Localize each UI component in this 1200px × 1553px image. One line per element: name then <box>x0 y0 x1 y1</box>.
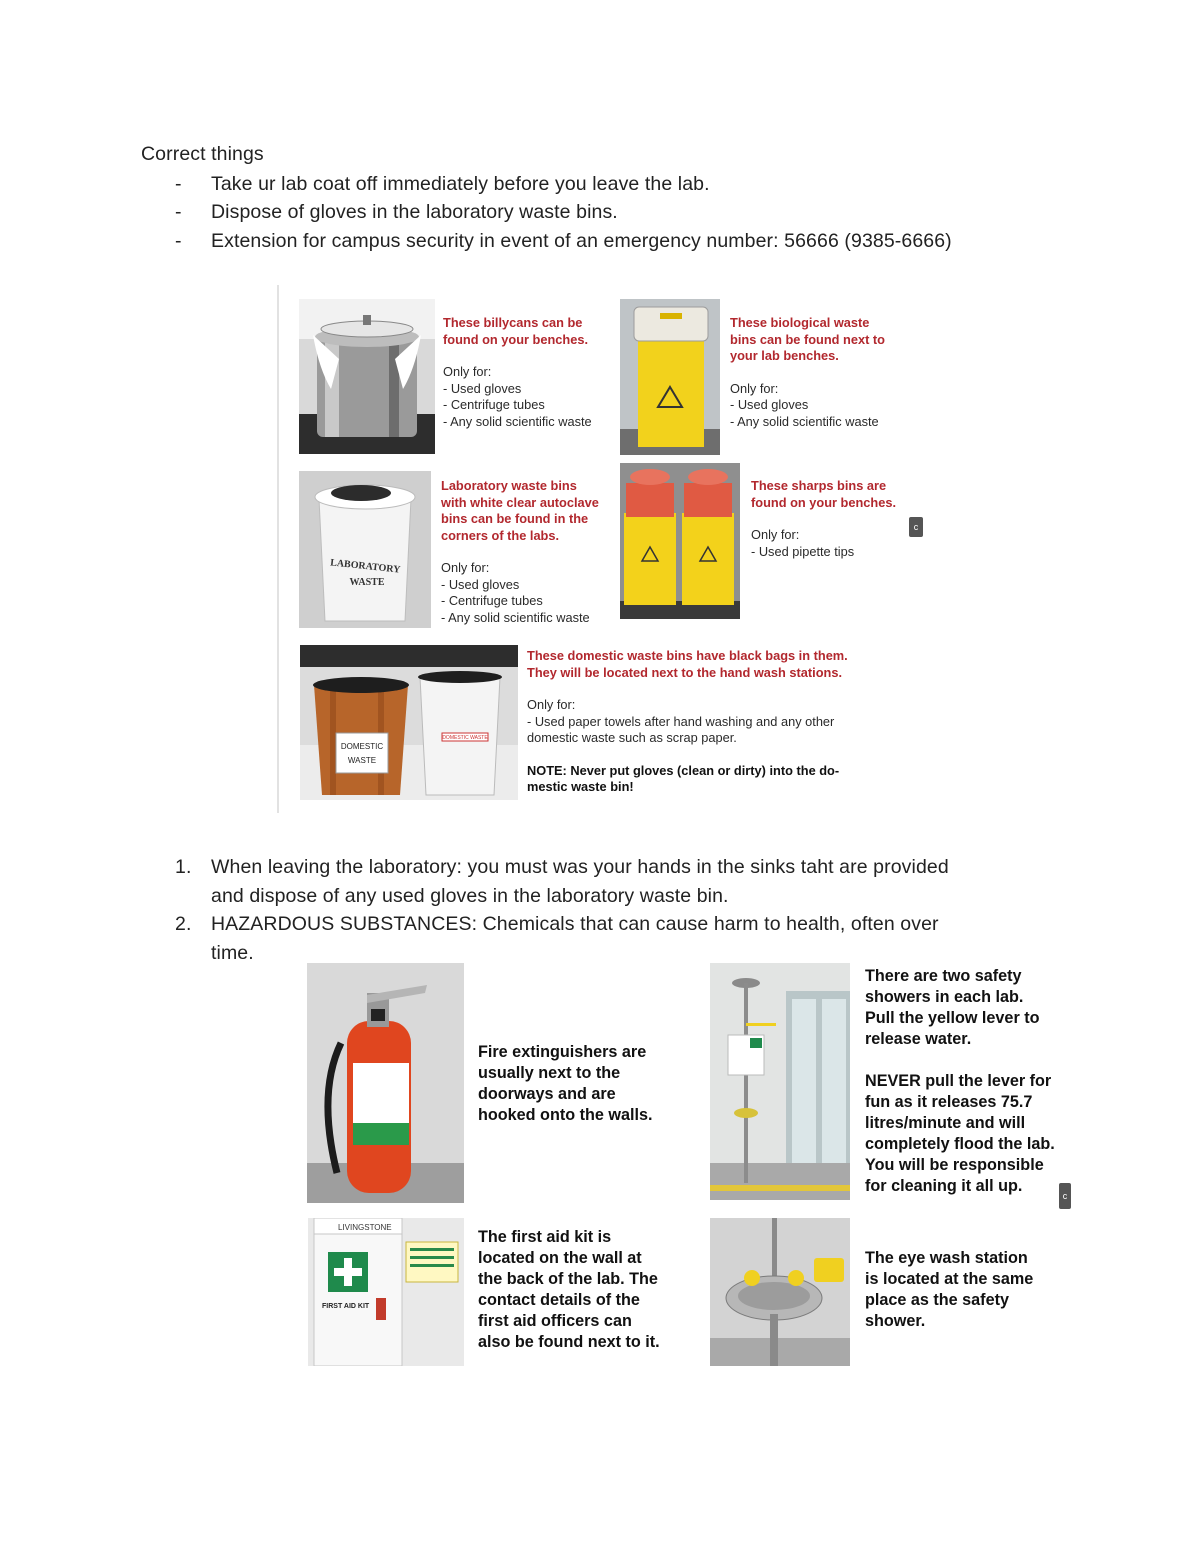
allowed-item: - Used gloves <box>730 397 809 412</box>
biological-heading: These biological waste <box>730 315 870 330</box>
side-tab-button[interactable]: c <box>1059 1183 1071 1209</box>
caption-line: litres/minute and will <box>865 1114 1026 1132</box>
allowed-item: - Any solid scientific waste <box>441 609 590 625</box>
allowed-item: - Any solid scientific waste <box>730 413 879 429</box>
allowed-item: - Used gloves <box>443 380 522 396</box>
bin-label: DOMESTIC <box>340 742 384 751</box>
caption-line: place as the safety <box>865 1291 1009 1309</box>
bin-label: DOMESTIC WASTE <box>442 735 488 741</box>
bin-label: WASTE <box>349 577 385 588</box>
allowed-item: - Used pipette tips <box>751 543 855 559</box>
biological-heading: bins can be found next to <box>730 331 885 347</box>
domestic-bins-photo <box>300 645 518 800</box>
caption-line: also be found next to it. <box>478 1333 660 1351</box>
allowed-item: domestic waste such as scrap paper. <box>527 730 737 745</box>
bin-label: LABORATORY <box>329 557 401 576</box>
caption-line: is located at the same <box>865 1270 1034 1288</box>
only-for-label: Only for: <box>751 527 800 542</box>
bullet-marker: - <box>175 173 182 195</box>
allowed-item: - Used gloves <box>441 576 520 592</box>
domestic-caption <box>527 648 848 796</box>
bullet-marker: - <box>175 201 182 223</box>
first-aid-label: FIRST AID KIT <box>322 1303 370 1310</box>
caption-line: Pull the yellow lever to <box>865 1009 1040 1027</box>
biological-caption <box>730 315 885 430</box>
safety-shower-photo <box>710 963 850 1200</box>
domestic-heading: These domestic waste bins have black bags in them. <box>527 648 848 663</box>
billycan-heading: found on your benches. <box>443 331 589 347</box>
fire-extinguisher-photo <box>307 963 464 1203</box>
sharps-heading: These sharps bins are <box>751 478 887 493</box>
biological-heading: your lab benches. <box>730 348 839 363</box>
only-for-label: Only for: <box>730 380 779 396</box>
allowed-item: - Centrifuge tubes <box>441 593 543 608</box>
note-label: NOTE: <box>527 762 567 778</box>
billycan-caption <box>443 315 592 430</box>
caption-line: fun as it releases 75.7 <box>865 1093 1033 1111</box>
caption-line: first aid officers can <box>478 1312 632 1330</box>
lab-waste-heading: with white clear autoclave <box>441 494 599 510</box>
sharps-heading: found on your benches. <box>751 494 897 510</box>
sharps-bins-photo <box>620 463 740 619</box>
billycan-photo <box>299 299 435 454</box>
fire-extinguisher-caption <box>478 1042 652 1126</box>
first-aid-kit-photo <box>308 1218 464 1366</box>
allowed-item: - Centrifuge tubes <box>443 397 545 412</box>
domestic-note <box>527 763 848 780</box>
first-aid-caption <box>478 1227 660 1353</box>
laboratory-waste-bin-photo <box>299 471 431 628</box>
biological-bin-photo <box>620 299 720 455</box>
domestic-note: mestic waste bin! <box>527 779 634 794</box>
bullet-item: Dispose of gloves in the laboratory waste bins. <box>211 201 618 223</box>
eye-wash-caption <box>865 1248 1033 1332</box>
caption-line: The first aid kit is <box>478 1228 612 1246</box>
sharps-caption <box>751 478 896 560</box>
only-for-label: Only for: <box>527 697 576 712</box>
bullet-item: Take ur lab coat off immediately before you leave the lab. <box>211 173 710 195</box>
notes-heading: Correct things <box>141 143 264 165</box>
bullet-item: Extension for campus security in event of an emergency number: 56666 (9385-6666) <box>211 230 952 252</box>
safety-shower-caption <box>865 966 1055 1197</box>
caption-line: The eye wash station <box>865 1249 1028 1267</box>
caption-line: release water. <box>865 1030 972 1048</box>
caption-line: for cleaning it all up. <box>865 1177 1023 1195</box>
caption-line: NEVER pull the lever for <box>865 1072 1052 1090</box>
note-text: Never put gloves (clean or dirty) into the do- <box>566 762 840 778</box>
caption-line: You will be responsible <box>865 1156 1044 1174</box>
lab-waste-heading: corners of the labs. <box>441 527 560 543</box>
list-item-line: HAZARDOUS SUBSTANCES: Chemicals that can cause harm to health, often over <box>211 913 939 935</box>
list-number: 2. <box>175 913 192 935</box>
billycan-heading: These billycans can be <box>443 315 583 330</box>
caption-line: There are two safety <box>865 967 1022 985</box>
list-item-line: When leaving the laboratory: you must was your hands in the sinks taht are provided <box>211 856 949 878</box>
allowed-item: - Any solid scientific waste <box>443 413 592 429</box>
only-for-label: Only for: <box>443 364 492 379</box>
list-item-line: time. <box>211 942 254 964</box>
caption-line: showers in each lab. <box>865 988 1024 1006</box>
allowed-item: - Used paper towels after hand washing and any other <box>527 713 835 729</box>
caption-line: located on the wall at <box>478 1249 642 1267</box>
caption-line: doorways and are <box>478 1085 616 1103</box>
side-tab-button[interactable]: c <box>909 517 923 537</box>
laboratory-waste-caption <box>441 478 599 626</box>
bullet-marker: - <box>175 230 182 252</box>
caption-line: usually next to the <box>478 1064 621 1082</box>
domestic-heading: They will be located next to the hand wash stations. <box>527 664 842 680</box>
lab-waste-heading: Laboratory waste bins <box>441 478 577 493</box>
caption-line: hooked onto the walls. <box>478 1106 653 1124</box>
first-aid-brand: LIVINGSTONE <box>338 1223 392 1232</box>
caption-line: Fire extinguishers are <box>478 1043 647 1061</box>
caption-line: shower. <box>865 1312 926 1330</box>
list-number: 1. <box>175 856 192 878</box>
caption-line: completely flood the lab. <box>865 1135 1055 1153</box>
list-item-line: and dispose of any used gloves in the laboratory waste bin. <box>211 885 729 907</box>
lab-waste-heading: bins can be found in the <box>441 511 589 526</box>
eye-wash-station-photo <box>710 1218 850 1366</box>
only-for-label: Only for: <box>441 560 490 575</box>
caption-line: contact details of the <box>478 1291 640 1309</box>
caption-line: the back of the lab. The <box>478 1270 658 1288</box>
bin-label: WASTE <box>347 756 377 765</box>
